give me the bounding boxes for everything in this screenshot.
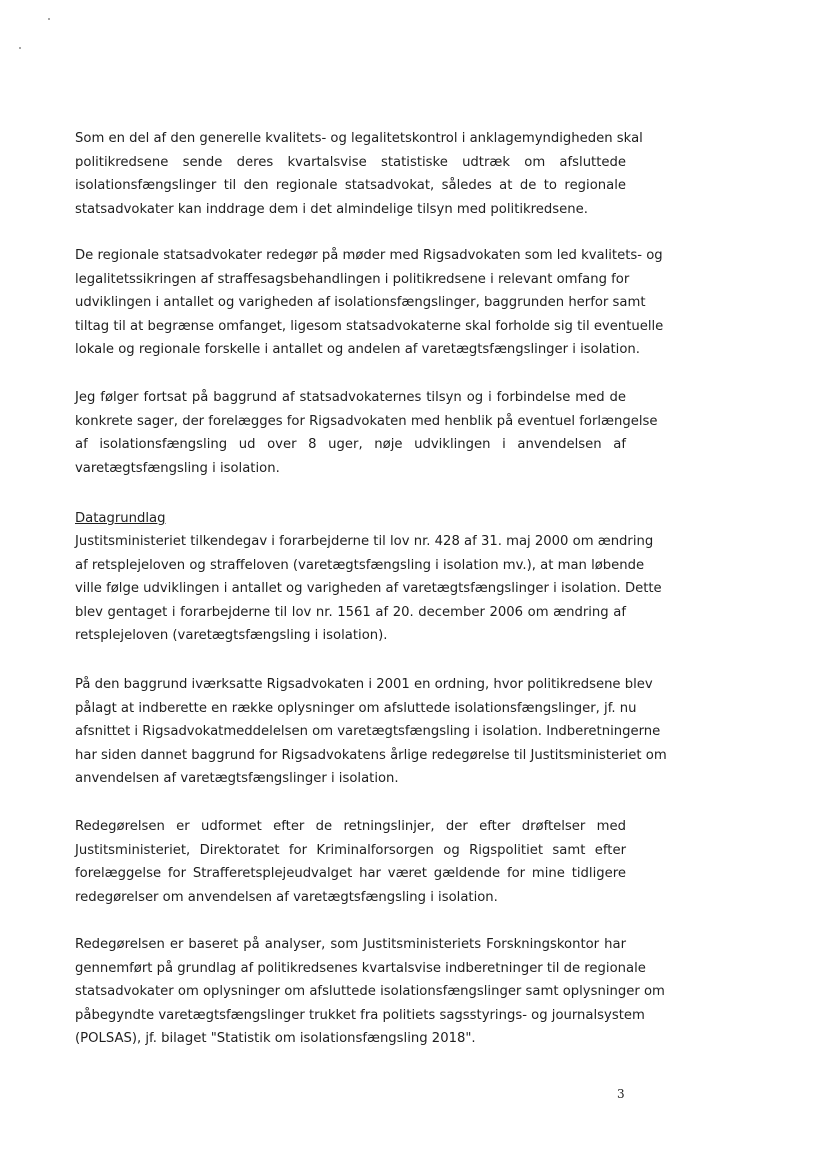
text-line: statsadvokater kan inddrage dem i det almindelige tilsyn med politikredsene. [75, 201, 588, 217]
text-line: forelæggelse for Strafferetsplejeudvalget har været gældende for mine tidligere [75, 866, 626, 881]
paragraph-5 [75, 673, 667, 791]
page-number: 3 [617, 1087, 625, 1101]
text-line: pålagt at indberette en række oplysninger om afsluttede isolationsfængslinger, jf. nu [75, 700, 637, 716]
text-line: De regionale statsadvokater redegør på møder med Rigsadvokaten som led kvalitets- og [75, 248, 663, 263]
text-line: På den baggrund iværksatte Rigsadvokaten i 2001 en ordning, hvor politikredsene blev [75, 677, 653, 692]
text-line: redegørelser om anvendelsen af varetægtsfængsling i isolation. [75, 889, 498, 905]
text-line: af isolationsfængsling ud over 8 uger, nøje udviklingen i anvendelsen af [75, 437, 626, 452]
text-line: Justitsministeriet, Direktoratet for Kriminalforsorgen og Rigspolitiet samt efter [75, 842, 626, 858]
paragraph-6 [75, 815, 626, 909]
text-line: påbegyndte varetægtsfængslinger trukket fra politiets sagsstyrings- og journalsystem [75, 1007, 645, 1023]
text-line: gennemført på grundlag af politikredsenes kvartalsvise indberetninger til de regionale [75, 960, 646, 976]
text-line: Jeg følger fortsat på baggrund af statsadvokaternes tilsyn og i forbindelse med de [75, 390, 626, 405]
paragraph-3 [75, 386, 658, 480]
text-line: politikredsene sende deres kvartalsvise statistiske udtræk om afsluttede [75, 154, 626, 170]
text-line: Justitsministeriet tilkendegav i forarbejderne til lov nr. 428 af 31. maj 2000 om ændring [75, 534, 654, 549]
text-line: afsnittet i Rigsadvokatmeddelelsen om varetægtsfængsling i isolation. Indberetningerne [75, 724, 661, 739]
text-line: retsplejeloven (varetægtsfængsling i isolation). [75, 628, 388, 643]
text-line: legalitetssikringen af straffesagsbehandlingen i politikredsene i relevant omfang for [75, 271, 630, 287]
scan-speck [48, 18, 50, 20]
text-line: udviklingen i antallet og varigheden af isolationsfængslinger, baggrunden herfor samt [75, 295, 646, 310]
paragraph-1 [75, 127, 643, 221]
text-line: isolationsfængslinger til den regionale statsadvokat, således at de to regionale [75, 178, 626, 193]
text-line: har siden dannet baggrund for Rigsadvokatens årlige redegørelse til Justitsministeriet om [75, 747, 667, 763]
text-line: Redegørelsen er baseret på analyser, som Justitsministeriets Forskningskontor har [75, 937, 626, 952]
text-line: statsadvokater om oplysninger om afsluttede isolationsfængslinger samt oplysninger om [75, 984, 665, 999]
text-line: af retsplejeloven og straffeloven (varetægtsfængsling i isolation mv.), at man løbende [75, 557, 645, 573]
paragraph-7 [75, 933, 665, 1051]
text-line: Som en del af den generelle kvalitets- og legalitetskontrol i anklagemyndigheden skal [75, 131, 643, 146]
text-line: tiltag til at begrænse omfanget, ligesom statsadvokaterne skal forholde sig til eventuelle [75, 318, 664, 334]
text-line: Redegørelsen er udformet efter de retningslinjer, der efter drøftelser med [75, 819, 626, 834]
paragraph-4 [75, 530, 662, 648]
text-line: anvendelsen af varetægtsfængslinger i isolation. [75, 771, 399, 786]
scan-speck [19, 47, 21, 49]
section-heading: Datagrundlag [75, 511, 166, 526]
text-line: lokale og regionale forskelle i antallet og andelen af varetægtsfængslinger i isolation. [75, 342, 640, 357]
text-line: blev gentaget i forarbejderne til lov nr. 1561 af 20. december 2006 om ændring af [75, 604, 626, 620]
paragraph-2 [75, 244, 664, 362]
text-line: (POLSAS), jf. bilaget "Statistik om isolationsfængsling 2018". [75, 1031, 476, 1046]
text-line: varetægtsfængsling i isolation. [75, 460, 280, 476]
text-line: ville følge udviklingen i antallet og varigheden af varetægtsfængslinger i isolation. Dette [75, 581, 662, 596]
text-line: konkrete sager, der forelægges for Rigsadvokaten med henblik på eventuel forlængelse [75, 413, 658, 429]
